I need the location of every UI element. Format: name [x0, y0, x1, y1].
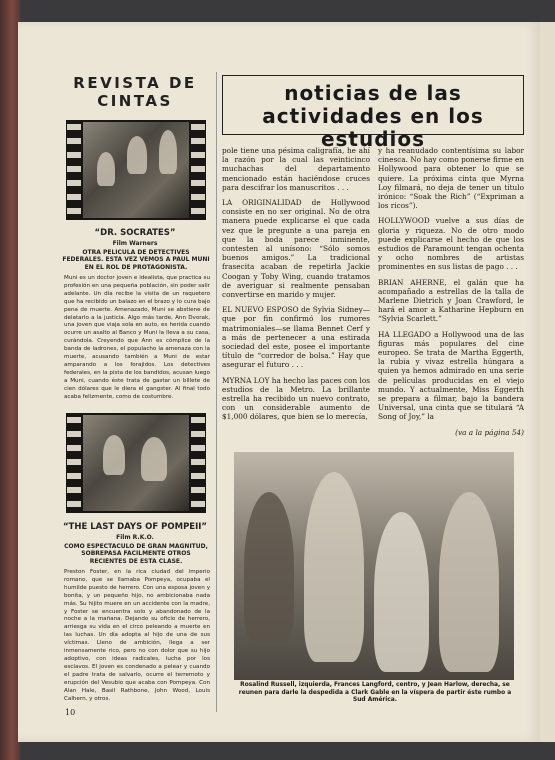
news-column-2 [378, 146, 524, 446]
review-headline: OTRA PELICULA DE DETECTIVES FEDERALES. ESTA VEZ VEMOS A PAUL MUNI EN EL ROL DE PROTAGONISTA. [62, 249, 210, 271]
page-number: 10 [65, 708, 76, 717]
review-title: “DR. SOCRATES” [94, 228, 176, 238]
news-paragraph: y ha reanudado contentísima su labor cinesca. No hay como ponerse firme en Hollywood para obtener lo que se quiere. La próxima cinta que Myrna Loy filmará, no deja de tener un título irónico: “Soak the Rich” (“Expriman a los ricos”). [378, 146, 524, 211]
section-title: REVISTA DE CINTAS [73, 74, 197, 110]
film-perforation [191, 120, 205, 220]
banner-title: noticias de las actividades en los estudios [222, 75, 524, 135]
next-page-edge [540, 22, 555, 742]
news-paragraph: pole tiene una pésima caligrafía, he ahí la razón por la cual las veinticinco muchachas del departamento mencionado están haciéndose cruces para descifrar los manuscritos . . . [222, 146, 370, 192]
news-paragraph: EL NUEVO ESPOSO de Sylvia Sidney—que por fin confirmó los rumores matrimoniales—se llama Bennet Cerf y a más de pertenecer a una estirada sociedad del este, posee el importante título de “corredor de bolsa.” Hay que asegurar el futuro . . . [222, 305, 370, 370]
news-paragraph: MYRNA LOY ha hecho las paces con los estudios de la Metro. La brillante estrella ha recibido un nuevo contrato, con un considerable aumento de $1,000 dólares, que bien se lo merecía, [222, 375, 370, 422]
news-paragraph: LA ORIGINALIDAD de Hollywood consiste en no ser original. No de otra manera puede explicarse el que cada vez que le pregunte a una pareja en que la boda parece inminente, contesten al unísono: “Sólo somos buenos amigos.” La tradicional frasecita acaban de repetirla Jackie Coogan y Toby Wing, cuando tratamos de averiguar si realmente pensaban convertirse en marido y mujer. [222, 198, 370, 300]
review-studio: Film Warners [112, 240, 158, 247]
film-photo [83, 122, 189, 218]
column-divider [216, 72, 217, 712]
news-paragraph: BRIAN AHERNE, el galán que ha acompañado a estrellas de la talla de Marlene Dietrich y Joan Crawford, le hará el amor a Katharine Hepburn en “Sylvia Scarlett.” [378, 277, 524, 324]
book-spine [0, 0, 20, 760]
news-paragraph: HOLLYWOOD vuelve a sus días de gloria y riqueza. No de otro modo puede explicarse el hecho de que los estudios de Paramount tengan ochenta y ocho nombres de artistas prominentes en sus listas de pago . . . [378, 216, 524, 272]
review-headline: COMO ESPECTACULO DE GRAN MAGNITUD, SOBREPASA FACILMENTE OTROS RECIENTES DE ESTA CLASE. [64, 543, 208, 565]
review-title: “THE LAST DAYS OF POMPEII” [62, 522, 208, 532]
film-perforation [67, 413, 81, 513]
review-body: Preston Foster, en la rica ciudad del imperio romano, que se llamaba Pompeya, ocupaba el humilde puesto de herrero. Con una esposa joven y bonita, y un pequeño hijo, no ambicionaba nada más. Su hijito muere en un accidente con la madre, y Foster se encuentra solo y abandonado de la noche a la mañana. Dejando su oficio de herrero, arriesga su vida en el circo peleando a muerte en las luchas. Un día adopta al hijo de una de sus víctimas. Lleno de ambición, llega a ser inmensamente rico, pero no con dolor que su hijo adoptivo, con ideas radicales, lucha por los esclavos. El joven es condenado a pelear y cuando el padre trata de salvarlo, ocurre el terremoto y erupción del Vesubio que acaba con Pompeya. Con Alan Hale, Basil Rathbone, John Wood, Louis Calhern, y otros. [64, 569, 210, 701]
film-still-dr-socrates [66, 120, 206, 220]
review-body: Muni es un doctor joven e idealista, que practica su profesión en una pequeña población, sin poder salir adelante. Un día recibe la visita de un raquetero que ha recibido un balazo en el brazo y lo cura bajo pena de muerte. Amenazado, Muni se abstiene de delatarlo a la justicia. Algo más tarde, Ann Dvorak, una joven que viaja sola en auto, es herida cuando ocurre un asalto al Banco y Muni la lleva a su casa, curándola. Creyendo que Ann es cómplice de la banda de ladrones, el populacho la amenaza con la muerte, acusando también a Muni de estar amparando a los forajidos. Los detectives federales, en la pista de los bandidos, acusan luego a Muni, cuando éste trata de gastar un billete de cien dólares que le diera el gangster. Al final todo acaba felizmente, como de costumbre. [64, 275, 210, 400]
scan-top-edge [0, 0, 555, 22]
photo-caption: Rosalind Russell, izquierda, Frances Langford, centro, y Jean Harlow, derecha, se reunen para darle la despedida a Clark Gable en la víspera de partir éste rumbo a Sud América. [238, 682, 512, 704]
film-still-pompeii [66, 413, 206, 513]
continued-note: (va a la página 54) [455, 427, 524, 437]
film-photo [83, 415, 189, 511]
news-column-1 [222, 146, 370, 446]
film-perforation [67, 120, 81, 220]
news-paragraph: HA LLEGADO a Hollywood una de las figuras más populares del cine europeo. Se trata de Martha Eggerth, la rubia y vivaz estrella húngara a quien ya hemos admirado en una serie de películas producidas en el viejo mundo. Y actualmente, Miss Eggerth se prepara a filmar, bajo la bandera Universal, una cinta que se titulará “A Song of Joy,” la [378, 329, 524, 422]
group-photo [234, 452, 514, 680]
scan-bottom-edge [0, 742, 555, 760]
film-perforation [191, 413, 205, 513]
review-studio: Film R.K.O. [116, 534, 154, 541]
